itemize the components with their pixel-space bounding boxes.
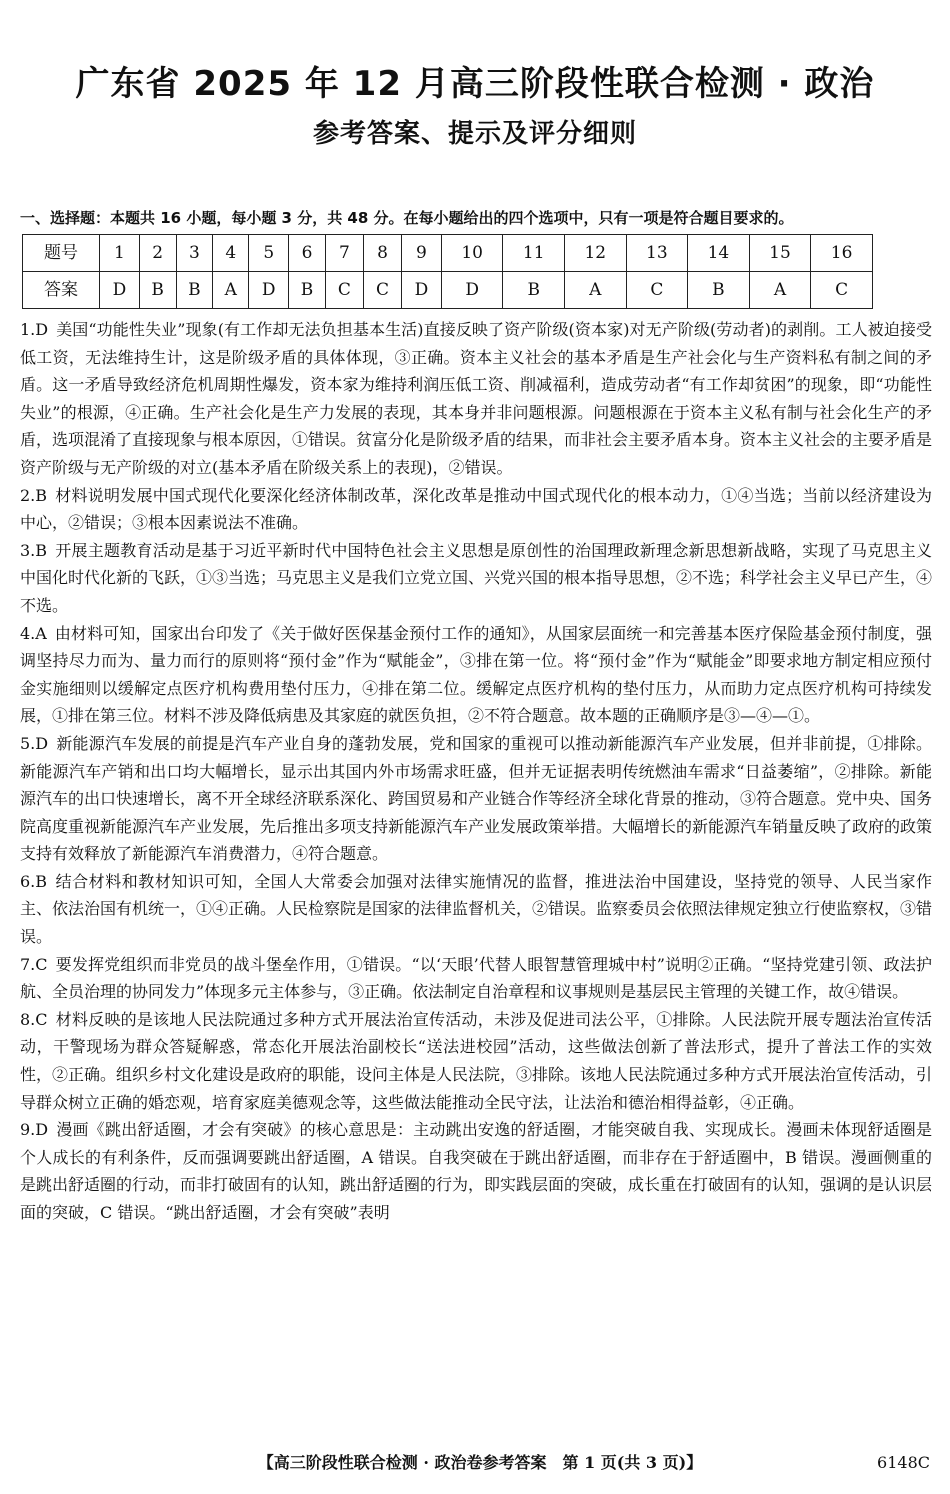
question-number: 3 [176,235,213,272]
answer-cell: B [176,272,213,309]
item-text: 由材料可知，国家出台印发了《关于做好医保基金预付工作的通知》，从国家层面统一和完善基本医疗保险基金预付制度，强调坚持尽力而为、量力而行的原则将“预付金”作为“赋能金”，③排在第一位。将“预付金”作为“赋能金”即要求地方制定相应预付金实施细则以缓解定点医疗机构费用垫付压力，④排在第二位。缓解定点医疗机构的垫付压力，从而助力定点医疗机构可持续发展，①排在第三位。材料不涉及降低病患及其家庭的就医负担，②不符合题意。故本题的正确顺序是③—④—①。 [20,623,932,726]
page-subtitle: 参考答案、提示及评分细则 [312,119,637,149]
item-text: 美国“功能性失业”现象(有工作却无法负担基本生活)直接反映了资产阶级(资本家)对无产阶级(劳动者)的剥削。工人被迫接受低工资，无法维持生计，这是阶级矛盾的具体体现，③正确。资本主义社会的基本矛盾是生产社会化与生产资料私有制之间的矛盾。这一矛盾导致经济危机周期性爆发，资本家为维持利润压低工资、削减福利，造成劳动者“有工作却贫困”的现象，即“功能性失业”的根源，④正确。生产社会化是生产力发展的表现，其本身并非问题根源。问题根源在于资本主义私有制与社会化生产的矛盾，选项混淆了直接现象与根本原因，①错误。贫富分化是阶级矛盾的结果，而非社会主要矛盾本身。资本主义社会的主要矛盾是资产阶级与无产阶级的对立(基本矛盾在阶级关系上的表现)，②错误。 [20,320,933,477]
answer-table [22,234,873,309]
question-number: 13 [626,235,688,272]
answer-cell: D [249,272,289,309]
explanation-list [20,316,932,1227]
item-text: 新能源汽车发展的前提是汽车产业自身的蓬勃发展，党和国家的重视可以推动新能源汽车产业发展，但并非前提，①排除。新能源汽车产销和出口均大幅增长，显示出其国内外市场需求旺盛，但并无证据表明传统燃油车需求“日益萎缩”，②排除。新能源汽车的出口快速增长，离不开全球经济联系深化、跨国贸易和产业链合作等经济全球化背景的推动，③符合题意。党中央、国务院高度重视新能源汽车产业发展，先后推出多项支持新能源汽车产业发展政策举措。大幅增长的新能源汽车销量反映了政府的政策支持有效释放了新能源汽车消费潜力，④符合题意。 [20,733,933,864]
page-title: 广东省 2025 年 12 月高三阶段性联合检测 · 政治 [75,64,875,104]
answer-cell: C [325,272,363,309]
row-label-answer: 答案 [23,272,100,309]
question-number: 16 [811,235,873,272]
item-number: 9.D [20,1120,49,1140]
question-number: 6 [289,235,326,272]
page-footer [0,1448,950,1478]
answer-cell: B [688,272,750,309]
item-text: 开展主题教育活动是基于习近平新时代中国特色社会主义思想是原创性的治国理政新理念新思想新战略，实现了马克思主义中国化时代化新的飞跃，①③当选；马克思主义是我们立党立国、兴党兴国的根本指导思想，②不选；科学社会主义早已产生，④不选。 [20,540,933,615]
question-number-row [23,235,873,272]
explanation-item [20,316,932,482]
item-number: 7.C [20,954,48,974]
answer-cell: D [100,272,140,309]
explanation-item [20,868,932,951]
item-text: 材料反映的是该地人民法院通过多种方式开展法治宣传活动，未涉及促进司法公平，①排除。人民法院开展专题法治宣传活动，干警现场为群众答疑解惑，常态化开展法治副校长“送法进校园”活动，这些做法创新了普法形式，提升了普法工作的实效性，②正确。组织乡村文化建设是政府的职能，设问主体是人民法院，③排除。该地人民法院通过多种方式开展法治宣传活动，引导群众树立正确的婚恋观，培育家庭美德观念等，这些做法能推动全民守法，让法治和德治相得益彰，④正确。 [20,1009,933,1112]
footer-code: 6148C [877,1453,930,1472]
answer-cell: A [749,272,811,309]
question-number: 1 [100,235,140,272]
answer-cell: C [363,272,401,309]
item-text: 要发挥党组织而非党员的战斗堡垒作用，①错误。“以‘天眼’代替人眼智慧管理城中村”说明②正确。“坚持党建引领、政法护航、全员治理的协同发力”体现多元主体参与，③正确。依法制定自治章程和议事规则是基层民主管理的关键工作，故④错误。 [20,954,932,1002]
item-number: 4.A [20,623,47,643]
explanation-item [20,1116,932,1226]
item-text: 材料说明发展中国式现代化要深化经济体制改革，深化改革是推动中国式现代化的根本动力，①④当选；当前以经济建设为中心，②错误；③根本因素说法不准确。 [20,485,932,533]
item-number: 5.D [20,733,49,753]
row-label-question: 题号 [23,235,100,272]
question-number: 8 [363,235,401,272]
explanation-item [20,620,932,730]
section-heading: 一、选择题：本题共 16 小题，每小题 3 分，共 48 分。在每小题给出的四个选项中，只有一项是符合题目要求的。 [20,209,794,227]
answer-cell: C [811,272,873,309]
answer-cell: D [402,272,442,309]
item-number: 6.B [20,871,48,891]
answer-cell: D [441,272,503,309]
answer-cell: B [289,272,326,309]
answer-cell: C [626,272,688,309]
explanation-item [20,537,932,620]
footer-label: 【高三阶段性联合检测 · 政治卷参考答案 第 1 页(共 3 页)】 [257,1453,703,1472]
item-number: 8.C [20,1009,48,1029]
question-number: 14 [688,235,750,272]
explanation-item [20,1006,932,1116]
question-number: 7 [325,235,363,272]
item-text: 漫画《跳出舒适圈，才会有突破》的核心意思是：主动跳出安逸的舒适圈，才能突破自我、实现成长。漫画未体现舒适圈是个人成长的有利条件，反而强调要跳出舒适圈，A 错误。自我突破在于跳出舒适圈，而非存在于舒适圈中，B 错误。漫画侧重的是跳出舒适圈的行动，而非打破固有的认知，跳出舒适圈的行为，即实践层面的突破，成长重在打破固有的认知，强调的是认识层面的突破，C 错误。“跳出舒适圈，才会有突破”表明 [20,1120,933,1222]
question-number: 2 [139,235,176,272]
answer-cell: B [139,272,176,309]
answer-cell: A [213,272,249,309]
question-number: 12 [565,235,627,272]
answer-cell: A [565,272,627,309]
answer-cell: B [503,272,565,309]
item-number: 2.B [20,485,48,505]
question-number: 4 [213,235,249,272]
answer-row [23,272,873,309]
item-number: 1.D [20,320,49,339]
question-number: 5 [249,235,289,272]
question-number: 15 [749,235,811,272]
explanation-item [20,482,932,537]
item-text: 结合材料和教材知识可知，全国人大常委会加强对法律实施情况的监督，推进法治中国建设，坚持党的领导、人民当家作主、依法治国有机统一，①④正确。人民检察院是国家的法律监督机关，②错误。监察委员会依照法律规定独立行使监察权，③错误。 [20,871,933,947]
question-number: 9 [402,235,442,272]
item-number: 3.B [20,540,48,560]
question-number: 10 [441,235,503,272]
question-number: 11 [503,235,565,272]
explanation-item [20,730,932,868]
explanation-item [20,951,932,1006]
